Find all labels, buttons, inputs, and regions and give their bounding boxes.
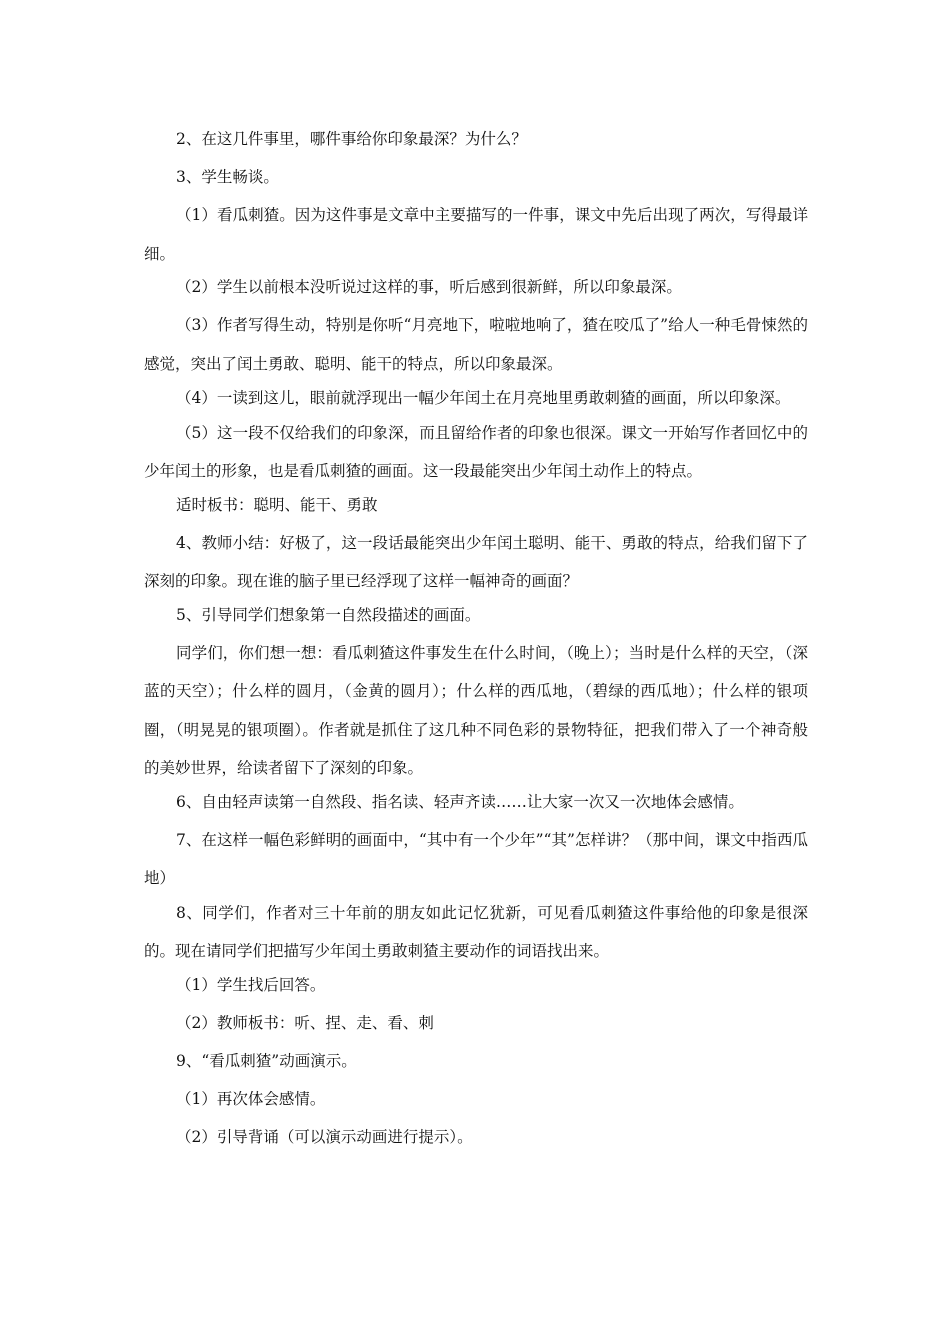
paragraph-step7: 7、在这样一幅色彩鲜明的画面中，“其中有一个少年”“其”怎样讲？（那中间，课文中指西瓜地） (144, 830, 808, 887)
document-body (144, 124, 808, 1160)
paragraph-step3: 3、学生畅谈。 (176, 168, 279, 186)
paragraph-answer-5: （5）这一段不仅给我们的印象深，而且留给作者的印象也很深。课文一开始写作者回忆中的少年闰土的形象，也是看瓜刺猹的画面。这一段最能突出少年闰土动作上的特点。 (144, 423, 808, 480)
paragraph-answer-4: （4）一读到这儿，眼前就浮现出一幅少年闰土在月亮地里勇敢刺猹的画面，所以印象深。 (176, 389, 791, 407)
paragraph-step9: 9、“看瓜刺猹”动画演示。 (176, 1051, 357, 1070)
paragraph-step9-2: （2）引导背诵（可以演示动画进行提示）。 (176, 1127, 473, 1146)
paragraph-step8: 8、同学们，作者对三十年前的朋友如此记忆犹新，可见看瓜刺猹这件事给他的印象是很深的。现在请同学们把描写少年闰土勇敢刺猹主要动作的词语找出来。 (144, 903, 808, 960)
paragraph-step9-1: （1）再次体会感情。 (176, 1089, 326, 1108)
paragraph-step8-1: （1）学生找后回答。 (176, 975, 326, 994)
paragraph-answer-2: （2）学生以前根本没听说过这样的事，听后感到很新鲜，所以印象最深。 (176, 278, 682, 296)
paragraph-step5: 5、引导同学们想象第一自然段描述的画面。 (176, 605, 481, 624)
paragraph-imagination: 同学们，你们想一想：看瓜刺猹这件事发生在什么时间，（晚上）；当时是什么样的天空，（深蓝的天空）；什么样的圆月，（金黄的圆月）；什么样的西瓜地，（碧绿的西瓜地）；什么样的银项圈，（明晃晃的银项圈）。作者就是抓住了这几种不同色彩的景物特征，把我们带入了一个神奇般的美妙世界，给读者留下了深刻的印象。 (144, 643, 808, 777)
paragraph-step6: 6、自由轻声读第一自然段、指名读、轻声齐读……让大家一次又一次地体会感情。 (176, 792, 744, 811)
paragraph-step8-2: （2）教师板书：听、捏、走、看、刺 (176, 1013, 434, 1032)
paragraph-board-note: 适时板书：聪明、能干、勇敢 (176, 495, 378, 514)
paragraph-q2: 2、在这几件事里，哪件事给你印象最深？为什么？ (176, 130, 527, 148)
paragraph-answer-3: （3）作者写得生动，特别是你听“月亮地下，啦啦地响了，猹在咬瓜了”给人一种毛骨悚然的感觉，突出了闰土勇敢、聪明、能干的特点，所以印象最深。 (144, 316, 808, 373)
paragraph-step4: 4、教师小结：好极了，这一段话最能突出少年闰土聪明、能干、勇敢的特点，给我们留下了深刻的印象。现在谁的脑子里已经浮现了这样一幅神奇的画面？ (144, 533, 808, 590)
paragraph-answer-1: （1）看瓜刺猹。因为这件事是文章中主要描写的一件事，课文中先后出现了两次，写得最详细。 (144, 206, 808, 263)
